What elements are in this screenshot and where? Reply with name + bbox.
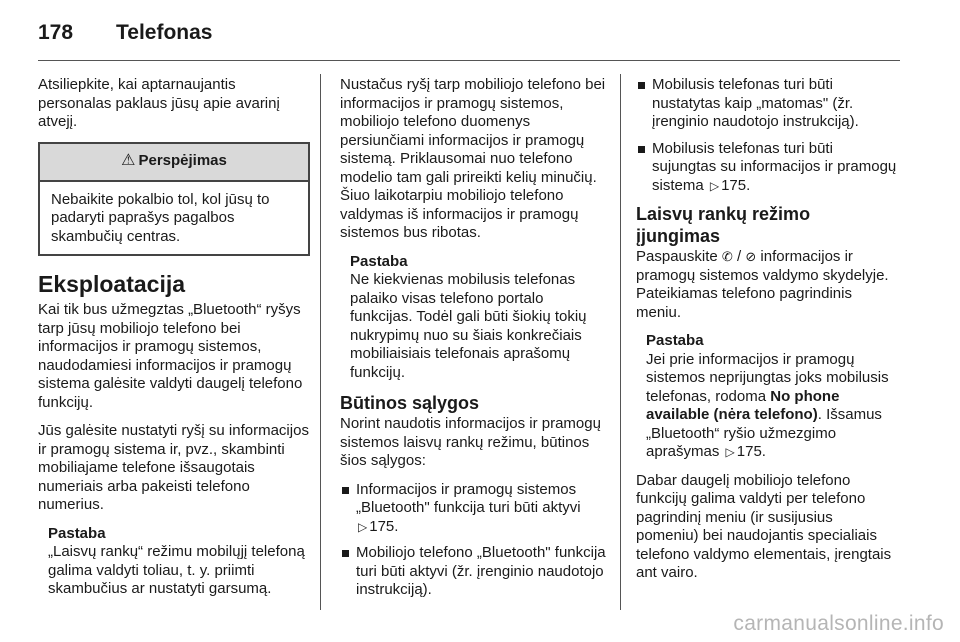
handsfree-text-a: Paspauskite <box>636 248 718 265</box>
list-item <box>636 140 898 196</box>
note-box <box>350 253 610 383</box>
phone-call-icon: ✆ <box>721 249 733 264</box>
list-item-text: Mobilusis telefonas turi būti nustatytas kaip „matomas" (žr. įrenginio naudotojo instrukciją). <box>652 76 859 130</box>
icon-separator: / <box>736 248 742 265</box>
warning-text: Nebaikite pokalbio tol, kol jūsų to padaryti paprašys pagalbos skambučių centras. <box>51 190 270 245</box>
note-title: Pastaba <box>350 252 408 270</box>
bullet-square-icon <box>342 550 349 557</box>
column-divider-1 <box>320 74 321 610</box>
note-title: Pastaba <box>646 332 704 349</box>
page-header <box>38 18 212 48</box>
operation-paragraph-2: Jūs galėsite nustatyti ryšį su informacijos ir pramogų sistema ir, pvz., skambinti mobiliajame telefone išsaugotais numeriais arba pakeisti telefono numerius. <box>38 422 309 513</box>
note-text: Jei prie informacijos ir pramogų sistemos neprijungtas joks mobilusis telefonas, rodoma No phone available (nėra telefono). Išsamus „Bluetooth“ ryšio užmezgimo aprašymas ▷ 175. <box>646 350 889 460</box>
column-1 <box>38 76 310 609</box>
sync-paragraph: Nustačus ryšį tarp mobiliojo telefono bei informacijos ir pramogų sistemos, mobiliojo telefono duomenys persiunčiami informacijos ir pramogų sistemą. Priklausomai nuo telefono modelio tam gali prireikti kelių minučių. Šiuo laikotarpiu mobiliojo telefono valdymas iš informacijos ir pramogų sistemos bus ribotas. <box>340 76 606 241</box>
column-divider-2 <box>620 74 621 610</box>
section-heading-operation: Eksploatacija <box>38 271 186 297</box>
phone-mute-icon: ⊘ <box>745 249 757 264</box>
bullet-square-icon <box>638 146 645 153</box>
note-text: Ne kiekvienas mobilusis telefonas palaiko visas telefono portalo funkcijas. Todėl gali būti šiokių tokių nukrypimų nuo su šiais konkrečiais mobiliaisiais telefonais aprašomų funkcijų. <box>350 271 587 381</box>
list-item-text: Mobiliojo telefono „Bluetooth" funkcija turi būti aktyvi (žr. įrenginio naudotojo instrukciją). <box>356 544 606 598</box>
prerequisites-intro: Norint naudotis informacijos ir pramogų sistemos laisvų rankų režimu, būtinos šios sąlygos: <box>340 415 601 469</box>
list-item-text: Informacijos ir pramogų sistemos „Bluetooth" funkcija turi būti aktyvi <box>356 480 581 516</box>
list-item <box>340 544 610 600</box>
list-item <box>340 481 610 537</box>
note-box <box>646 332 898 462</box>
list-item <box>636 76 898 132</box>
handsfree-paragraph <box>636 248 898 322</box>
prerequisites-list-continued <box>636 76 898 195</box>
no-phone-available-label: No phone available (nėra telefono) <box>646 387 840 423</box>
page-number: 178 <box>38 21 74 44</box>
page-reference-icon: ▷ <box>358 519 368 534</box>
bullet-square-icon <box>342 487 349 494</box>
note-text-a: Jei prie informacijos ir pramogų sistemos neprijungtas joks mobilusis telefonas, rodoma <box>646 350 889 405</box>
page-reference-icon: ▷ <box>709 178 720 193</box>
column-2 <box>340 76 610 608</box>
column-3 <box>636 76 898 593</box>
page-reference[interactable]: 175. <box>369 517 399 535</box>
bullet-square-icon <box>638 82 645 89</box>
note-box <box>48 525 310 599</box>
page-reference[interactable]: 175. <box>721 176 751 194</box>
intro-paragraph: Atsiliepkite, kai aptarnaujantis personalas paklaus jūsų apie avarinį atvejį. <box>38 76 280 130</box>
note-text: „Laisvų rankų“ režimu mobilųjį telefoną galima valdyti toliau, t. y. priimti skambučius ar nustatyti garsumą. <box>48 543 305 597</box>
header-rule <box>38 60 900 61</box>
subheading-prerequisites: Būtinos sąlygos <box>340 393 480 413</box>
page-reference[interactable]: 175. <box>736 443 766 460</box>
warning-box <box>38 142 310 257</box>
functions-paragraph: Dabar daugelį mobiliojo telefono funkcijų galima valdyti per telefono pagrindinį meniu (ir susijusius pomeniu) bei naudojantis specialiais telefono valdymo elementais, įrengtais ant vairo. <box>636 471 892 581</box>
handsfree-text-b: informacijos ir pramogų sistemos valdymo skydelyje. Pateikiamas telefono pagrindinis meniu. <box>636 248 889 321</box>
subheading-handsfree: Laisvų rankų režimo įjungimas <box>636 204 811 246</box>
operation-paragraph-1: Kai tik bus užmegztas „Bluetooth“ ryšys tarp jūsų mobiliojo telefono bei informacijos ir pramogų sistemos, naudodamiesi informacijos ir pramogų sistema galėsite valdyti daugelį telefono funkcijų. <box>38 301 303 411</box>
note-text-b: Išsamus „Bluetooth“ ryšio užmezgimo aprašymas <box>646 406 882 460</box>
page-reference-icon: ▷ <box>725 445 735 459</box>
warning-triangle-icon: ⚠ <box>121 152 136 170</box>
page-title: Telefonas <box>116 21 213 44</box>
note-title: Pastaba <box>48 524 106 542</box>
prerequisites-list <box>340 481 610 600</box>
warning-header <box>40 144 308 182</box>
list-item-text: Mobilusis telefonas turi būti sujungtas su informacijos ir pramogų sistema <box>652 139 897 194</box>
warning-title: Perspėjimas <box>138 152 227 170</box>
watermark: carmanualsonline.info <box>733 612 944 635</box>
